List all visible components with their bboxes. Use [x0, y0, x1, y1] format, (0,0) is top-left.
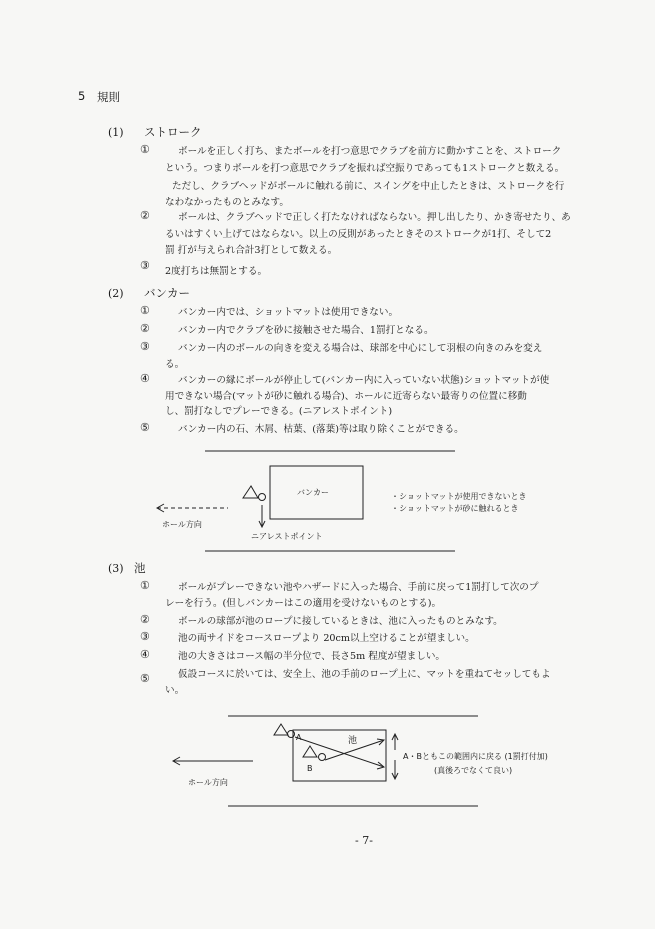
item-line: ボールの球部が池のロープに接しているときは、池に入ったものとみなす。 [178, 616, 503, 627]
page-number: - 7- [355, 834, 373, 847]
pond-note: A・Bともこの範囲内に戻る (1罰打付加) [403, 752, 548, 761]
section-number: 5 [78, 89, 86, 103]
item-line: い。 [165, 685, 185, 696]
item-line: という。つまりボールを打つ意思でクラブを振れば空振りであっても1ストロークと数える。 [165, 163, 565, 174]
item-line: ボールがプレーできない池やハザードに入った場合、手前に戻って1罰打して次のプ [178, 582, 539, 593]
bunker-note: ・ショットマットが使用できないとき [391, 492, 527, 501]
item-line: る。 [165, 359, 185, 370]
hole-direction-label: ホール方向 [188, 778, 228, 787]
item-mark: ④ [140, 372, 150, 385]
pond-label: 池 [348, 736, 358, 746]
ball-b-label: B [307, 764, 313, 773]
item-line: 2度打ちは無罰とする。 [165, 266, 268, 277]
item-mark: ② [140, 613, 150, 626]
item-line: 池の大きさはコース幅の半分位で、長さ5m 程度が望ましい。 [178, 651, 446, 662]
subsection-title: ストローク [144, 125, 202, 139]
subsection-number: (2) [108, 287, 124, 300]
subsection-title: バンカー [144, 286, 190, 300]
ball-a-label: A [296, 733, 302, 742]
item-line: バンカー内でクラブを砂に接触させた場合、1罰打となる。 [178, 325, 434, 336]
hole-direction-label: ホール方向 [162, 520, 202, 529]
item-line: 池の両サイドをコースロープより 20cm以上空けることが望ましい。 [178, 633, 475, 644]
item-line: 用できない場合(マットが砂に触れる場合)、ホールに近寄らない最寄りの位置に移動 [165, 391, 527, 402]
item-mark: ③ [140, 259, 150, 272]
item-line: 罰 打が与えられ合計3打として数える。 [165, 245, 338, 256]
item-line: バンカー内では、ショットマットは使用できない。 [178, 307, 399, 318]
item-line: レーを行う。(但しバンカーはこの適用を受けないものとする)。 [165, 598, 442, 609]
item-line: ただし、クラブヘッドがボールに触れる前に、スイングを中止したときは、ストロークを行 [172, 181, 565, 192]
item-line: ボールを正しく打ち、またボールを打つ意思でクラブを前方に動かすことを、ストローク [178, 146, 562, 157]
item-line: バンカーの縁にボールが停止して(バンカー内に入っていない状態)ショットマットが使 [178, 375, 550, 386]
subsection-number: (1) [108, 126, 124, 139]
item-line: し、罰打なしでプレーできる。(ニアレストポイント) [165, 406, 393, 417]
item-line: なわなかったものとみなす。 [165, 197, 289, 208]
section-title: 規則 [97, 90, 120, 104]
nearest-point-label: ニアレストポイント [251, 532, 323, 541]
item-mark: ③ [140, 630, 150, 643]
item-mark: ① [140, 304, 150, 317]
item-line: 仮設コースに於いては、安全上、池の手前のロープ上に、マットを重ねてセッしてもよ [178, 669, 551, 680]
subsection-number: (3) [108, 562, 124, 575]
item-mark: ① [140, 143, 150, 156]
pond-note: (真後ろでなくて良い) [434, 766, 513, 775]
item-line: ボールは、クラブヘッドで正しく打たなければならない。押し出したり、かき寄せたり、あ [178, 212, 571, 223]
item-mark: ⑤ [140, 421, 150, 434]
item-line: るいはすくい上げてはならない。以上の反則があったときそのストロークが1打、そして2 [165, 229, 552, 240]
bunker-label: バンカー [297, 488, 329, 497]
bunker-note: ・ショットマットが砂に触れるとき [391, 504, 519, 513]
item-mark: ① [140, 579, 150, 592]
item-mark: ② [140, 209, 150, 222]
item-line: バンカー内の石、木屑、枯葉、(落葉)等は取り除くことができる。 [178, 424, 464, 435]
item-mark: ④ [140, 648, 150, 661]
item-mark: ③ [140, 340, 150, 353]
item-mark: ⑤ [140, 672, 150, 685]
subsection-title: 池 [134, 561, 146, 575]
item-line: バンカー内のボールの向きを変える場合は、球部を中心にして羽根の向きのみを変え [178, 343, 543, 354]
item-mark: ② [140, 322, 150, 335]
